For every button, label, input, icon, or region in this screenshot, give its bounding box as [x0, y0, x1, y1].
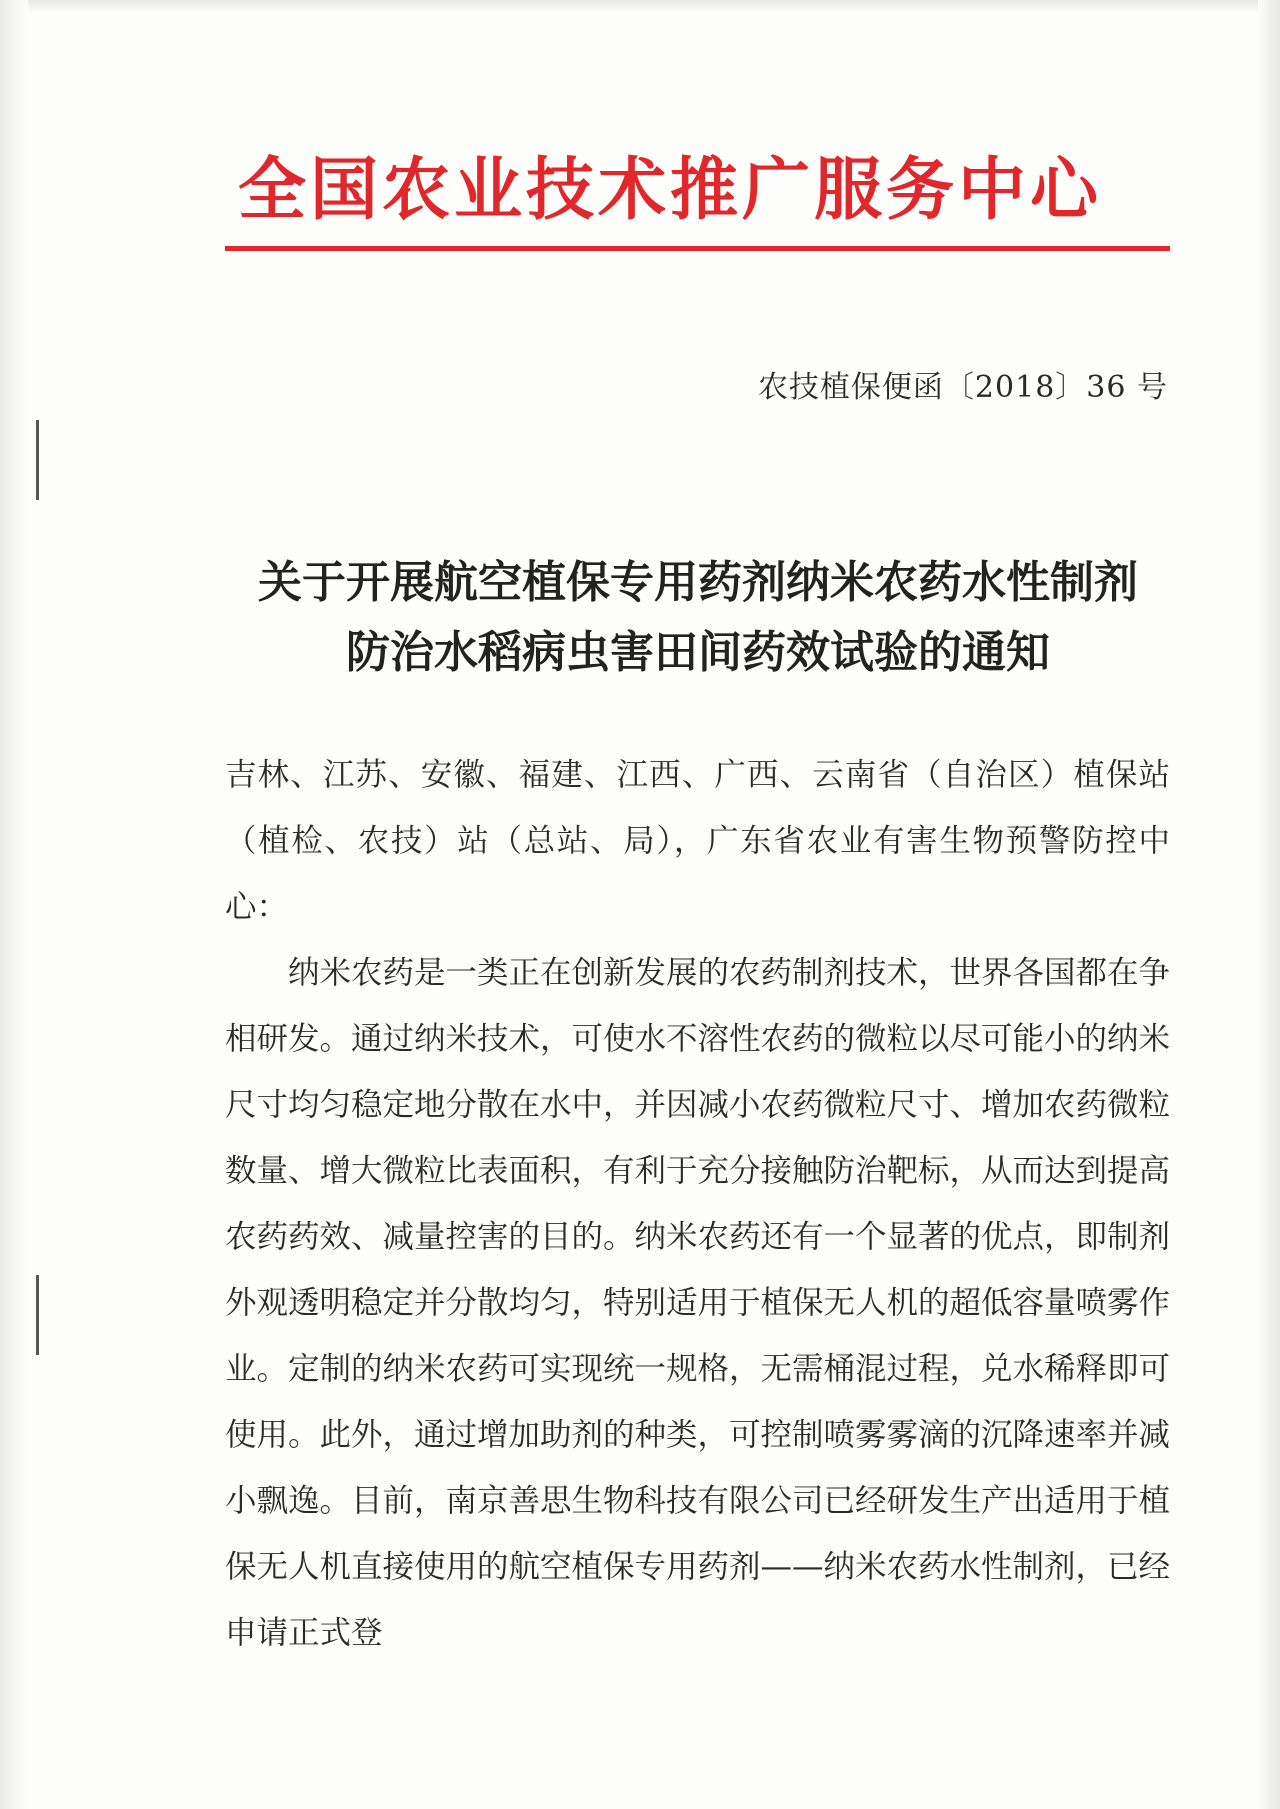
- addressee: 吉林、江苏、安徽、福建、江西、广西、云南省（自治区）植保站（植检、农技）站（总站、局），广东省农业有害生物预警防控中心：: [225, 757, 1170, 925]
- notice-title: [218, 548, 1178, 688]
- notice-title-line-1: 关于开展航空植保专用药剂纳米农药水性制剂: [258, 557, 1138, 608]
- body-paragraph: 纳米农药是一类正在创新发展的农药制剂技术，世界各国都在争相研发。通过纳米技术，可使水不溶性农药的微粒以尽可能小的纳米尺寸均匀稳定地分散在水中，并因减小农药微粒尺寸、增加农药微粒数量、增大微粒比表面积，有利于充分接触防治靶标，从而达到提高农药药效、减量控害的目的。纳米农药还有一个显著的优点，即制剂外观透明稳定并分散均匀，特别适用于植保无人机的超低容量喷雾作业。定制的纳米农药可实现统一规格，无需桶混过程，兑水稀释即可使用。此外，通过增加助剂的种类，可控制喷雾雾滴的沉降速率并减小飘逸。目前，南京善思生物科技有限公司已经研发生产出适用于植保无人机直接使用的航空植保专用药剂——纳米农药水性制剂，已经申请正式登: [225, 955, 1171, 1651]
- scan-edge-top: [0, 0, 1280, 14]
- scan-edge-right: [1258, 0, 1280, 1809]
- letterhead-red-rule: [225, 246, 1170, 251]
- scan-edge-left: [0, 0, 28, 1809]
- document-body: [225, 742, 1170, 1666]
- binder-mark: [36, 420, 39, 500]
- organization-letterhead: 全国农业技术推广服务中心: [237, 150, 1102, 230]
- binder-mark: [36, 1275, 39, 1355]
- document-number: 农技植保便函〔2018〕36 号: [757, 370, 1168, 405]
- notice-title-line-2: 防治水稻病虫害田间药效试验的通知: [346, 627, 1050, 678]
